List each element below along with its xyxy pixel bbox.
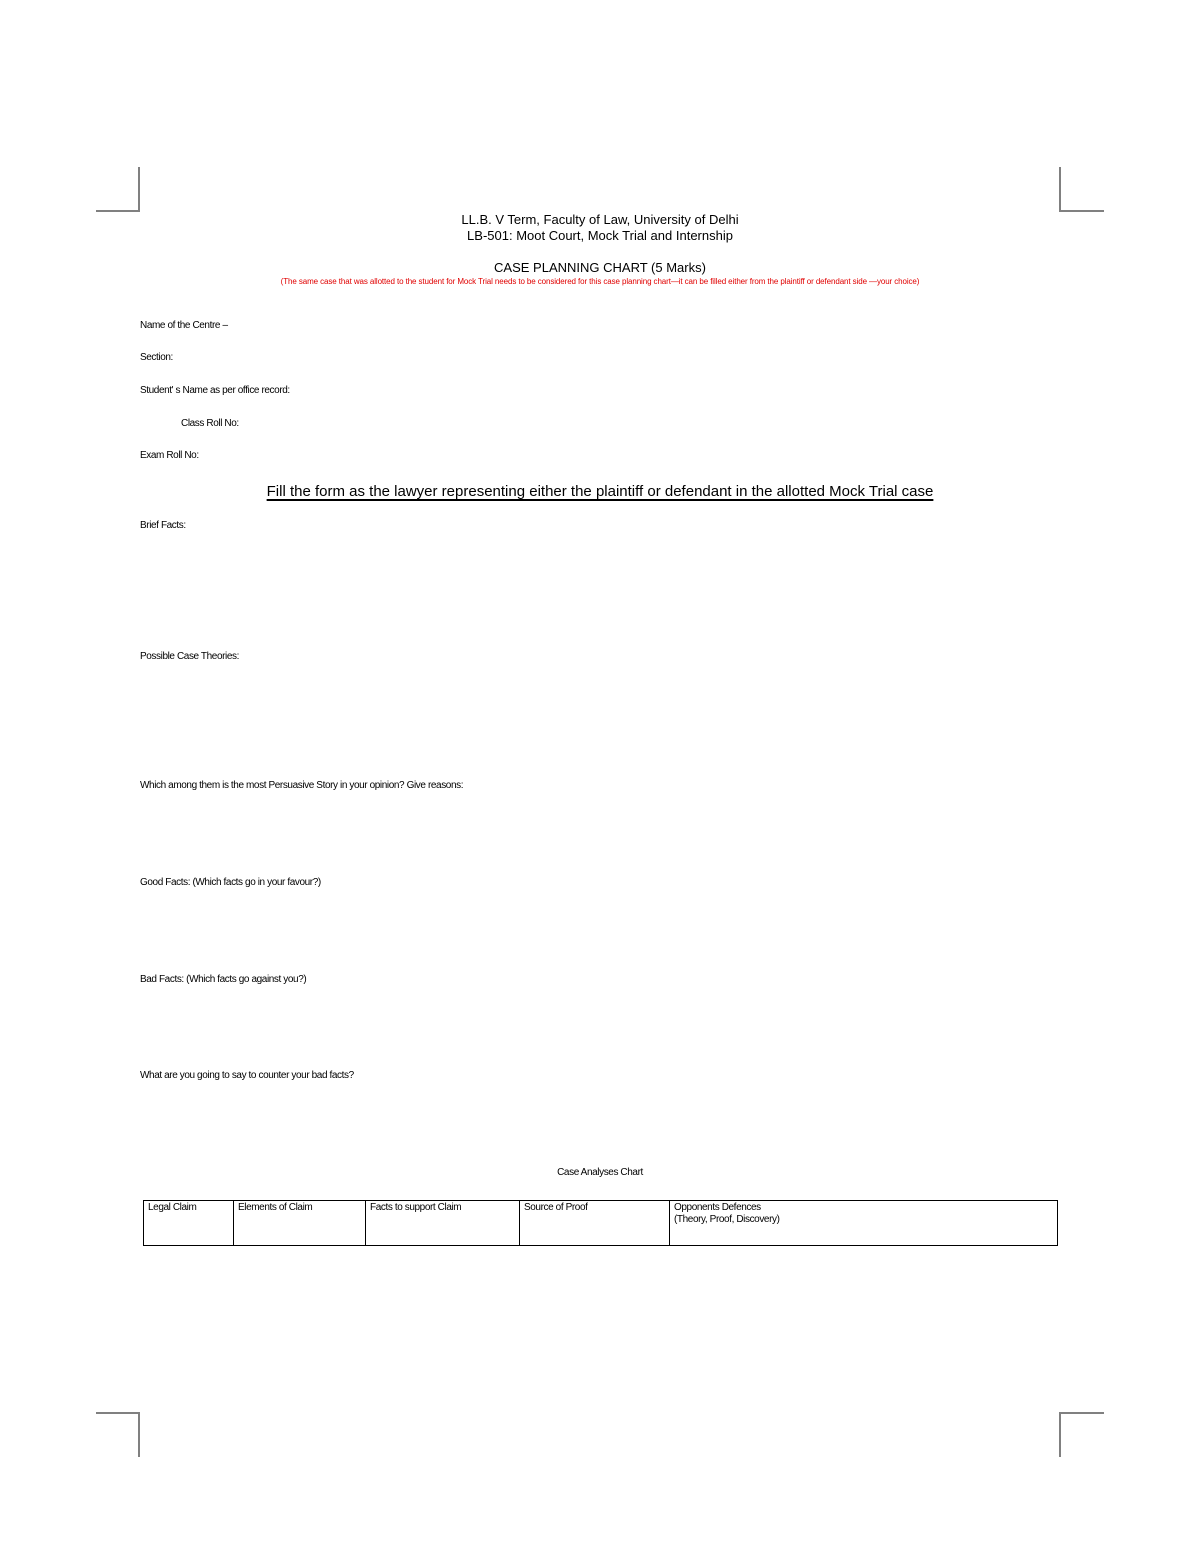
crop-mark-bottom-right-vertical	[1059, 1412, 1061, 1457]
crop-mark-bottom-left-horizontal	[96, 1412, 140, 1414]
case-theories-label: Possible Case Theories:	[140, 651, 240, 662]
analysis-chart-title: Case Analyses Chart	[557, 1167, 643, 1178]
table-header-row	[144, 1201, 1058, 1246]
col-source-of-proof: Source of Proof	[520, 1201, 670, 1246]
col-legal-claim: Legal Claim	[144, 1201, 234, 1246]
opponents-defences-title: Opponents Defences	[674, 1202, 761, 1213]
exam-roll-label: Exam Roll No:	[140, 450, 199, 461]
section-label: Section:	[140, 352, 173, 363]
header-line-2: LB-501: Moot Court, Mock Trial and Internship	[467, 228, 733, 243]
col-opponents-defences	[670, 1201, 1058, 1246]
instruction-text	[0, 483, 1200, 501]
col-facts-support: Facts to support Claim	[366, 1201, 520, 1246]
counter-bad-facts-label: What are you going to say to counter your bad facts?	[140, 1070, 354, 1081]
header-line-1: LL.B. V Term, Faculty of Law, University of Delhi	[461, 212, 739, 227]
col-elements-of-claim: Elements of Claim	[234, 1201, 366, 1246]
persuasive-story-label: Which among them is the most Persuasive Story in your opinion? Give reasons:	[140, 780, 464, 791]
bad-facts-label: Bad Facts: (Which facts go against you?)	[140, 974, 307, 985]
crop-mark-bottom-right-horizontal	[1059, 1412, 1104, 1414]
crop-mark-bottom-left-vertical	[138, 1412, 140, 1457]
centre-label: Name of the Centre –	[140, 320, 228, 331]
page-title: CASE PLANNING CHART (5 Marks)	[494, 260, 706, 275]
opponents-defences-subtitle: (Theory, Proof, Discovery)	[674, 1214, 780, 1225]
brief-facts-label: Brief Facts:	[140, 520, 186, 531]
good-facts-label: Good Facts: (Which facts go in your favour?)	[140, 877, 321, 888]
header-note: (The same case that was allotted to the student for Mock Trial needs to be considered for this case planning chart—it can be filled either from the plaintiff or defendant side —your choice)	[280, 277, 920, 286]
student-name-label: Student' s Name as per office record:	[140, 385, 290, 396]
crop-mark-top-right-vertical	[1059, 167, 1061, 212]
case-analysis-table	[143, 1200, 1058, 1246]
instruction-underlined: Fill the form as the lawyer representing either the plaintiff or defendant in the allotted Mock Trial case	[266, 483, 934, 500]
class-roll-label: Class Roll No:	[181, 418, 239, 429]
crop-mark-top-left-vertical	[138, 167, 140, 212]
